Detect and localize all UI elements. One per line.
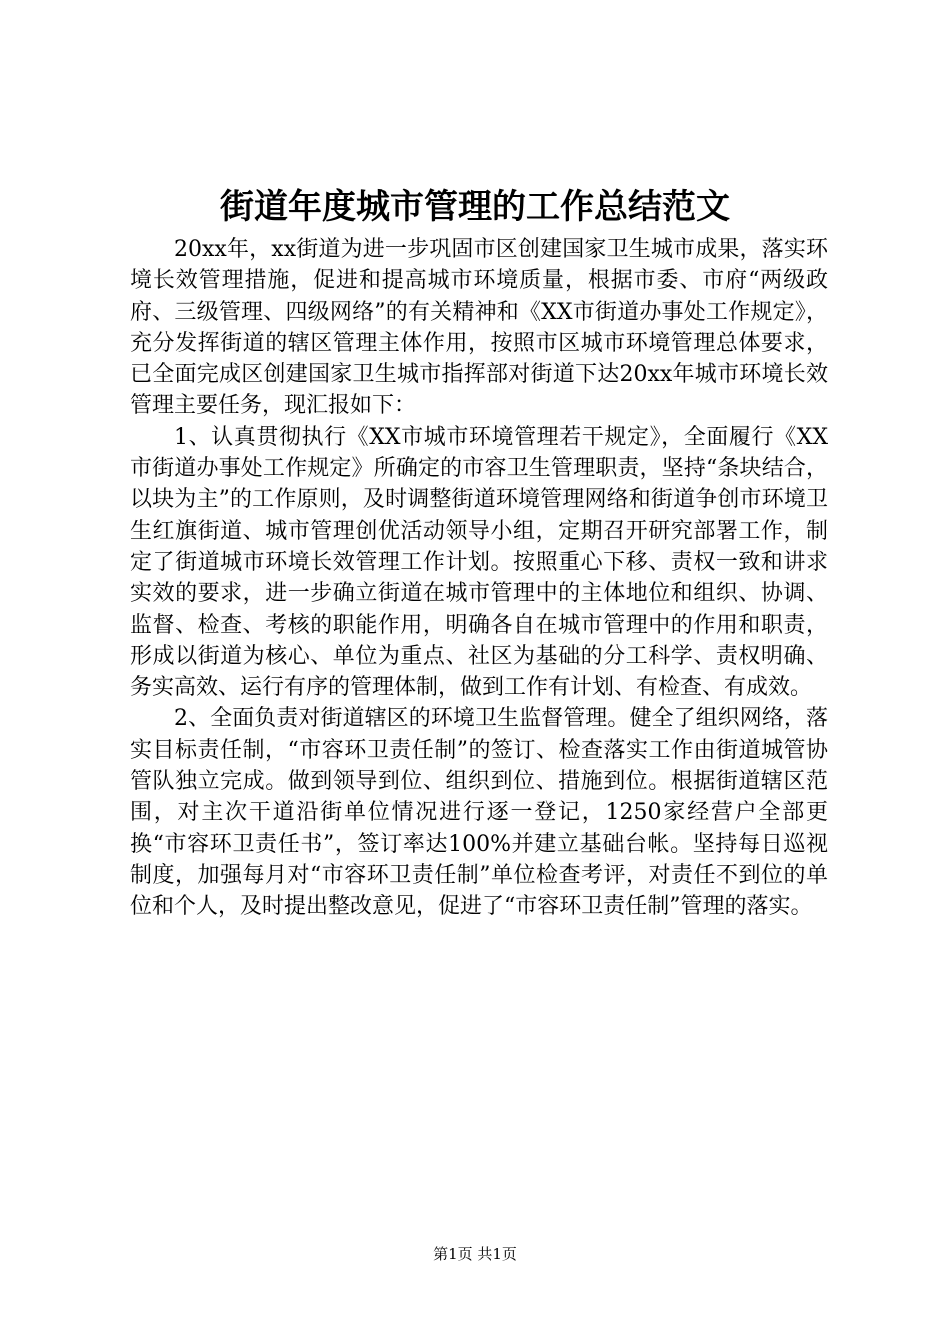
- paragraph-item-2: 2、全面负责对街道辖区的环境卫生监督管理。健全了组织网络，落实目标责任制，“市容环卫责任制”的签订、检查落实工作由街道城管协管队独立完成。做到领导到位、组织到位、措施到位。根据街道辖区范围，对主次干道沿街单位情况进行逐一登记，1250家经营户全部更换“市容环卫责任书”，签订率达100%并建立基础台帐。坚持每日巡视制度，加强每月对“市容环卫责任制”单位检查考评，对责任不到位的单位和个人，及时提出整改意见，促进了“市容环卫责任制”管理的落实。: [130, 706, 828, 920]
- page-footer: 第1页 共1页: [433, 1245, 517, 1263]
- paragraph-intro: 20xx年，xx街道为进一步巩固市区创建国家卫生城市成果，落实环境长效管理措施，促进和提高城市环境质量，根据市委、市府“两级政府、三级管理、四级网络”的有关精神和《XX市街道办事处工作规定》，充分发挥街道的辖区管理主体作用，按照市区城市环境管理总体要求，已全面完成区创建国家卫生城市指挥部对街道下达20xx年城市环境长效管理主要任务，现汇报如下：: [130, 237, 829, 419]
- document-title: 街道年度城市管理的工作总结范文: [220, 187, 730, 227]
- document-body: [130, 234, 828, 923]
- paragraph-item-1: 1、认真贯彻执行《XX市城市环境管理若干规定》，全面履行《XX市街道办事处工作规定》所确定的市容卫生管理职责，坚持“条块结合，以块为主”的工作原则，及时调整街道环境管理网络和街道争创市环境卫生红旗街道、城市管理创优活动领导小组，定期召开研究部署工作，制定了街道城市环境长效管理工作计划。按照重心下移、责权一致和讲求实效的要求，进一步确立街道在城市管理中的主体地位和组织、协调、监督、检查、考核的职能作用，明确各自在城市管理中的作用和职责，形成以街道为核心、单位为重点、社区为基础的分工科学、责权明确、务实高效、运行有序的管理体制，做到工作有计划、有检查、有成效。: [130, 424, 828, 701]
